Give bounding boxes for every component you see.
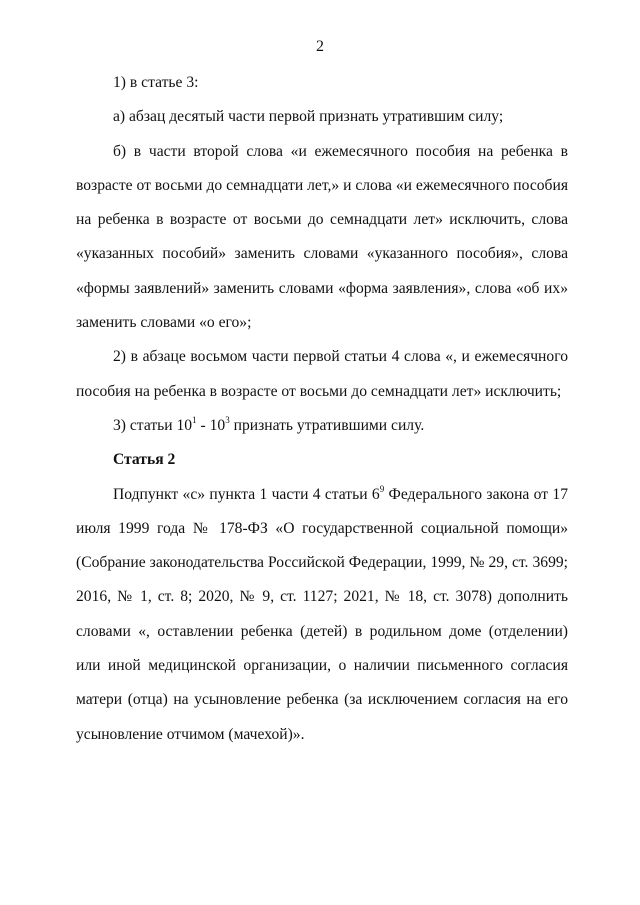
paragraph-item-1: 1) в статье 3: (113, 74, 199, 91)
article-2-prefix: Подпункт «с» пункта 1 части 4 статьи 6 (113, 485, 380, 503)
item-3-superscript-2: 3 (225, 414, 230, 425)
page-number: 2 (316, 38, 324, 55)
item-3-middle: - 10 (196, 416, 226, 434)
item-3-suffix: признать утратившими силу. (229, 416, 425, 434)
paragraph-item-1b: б) в части второй слова «и ежемесячного пособия на ребенка в возрасте от восьми до семнадцати лет,» и слова «и ежемесячного пособия на ребенка в возрасте от восьми до семнадцати лет» исключить, слова «указанных пособий» заменить словами «указанного пособия», слова «формы заявлений» заменить словами «форма заявления», слова «об их» заменить словами «о его»; (76, 142, 568, 332)
item-3-superscript-1: 1 (192, 414, 197, 425)
paragraph-item-3 (76, 409, 568, 443)
document-body (76, 66, 568, 752)
article-2-superscript: 9 (379, 483, 385, 494)
paragraph-item-1a: а) абзац десятый части первой признать утратившим силу; (113, 108, 504, 126)
paragraph-item-2: 2) в абзаце восьмом части первой статьи 4 слова «, и ежемесячного пособия на ребенка в возрасте от восьми до семнадцати лет» исключить; (76, 348, 568, 400)
item-3-prefix: 3) статьи 10 (113, 416, 193, 434)
article-2-heading: Статья 2 (113, 451, 176, 469)
article-2-paragraph (76, 478, 568, 752)
article-2-suffix: Федерального закона от 17 июля 1999 года № 178-ФЗ «О государственной социальной помощи» (Собрание законодательства Российской Федерации, 1999, № 29, ст. 3699; 2016, № 1, ст. 8; 2020, № 9, ст. 1127; 2021, № 18, ст. 3078) дополнить словами «, оставлении ребенка (детей) в родильном доме (отделении) или иной медицинской организации, о наличии письменного согласия матери (отца) на усыновление ребенка (за исключением согласия на его усыновление отчимом (мачехой)». (76, 485, 568, 743)
